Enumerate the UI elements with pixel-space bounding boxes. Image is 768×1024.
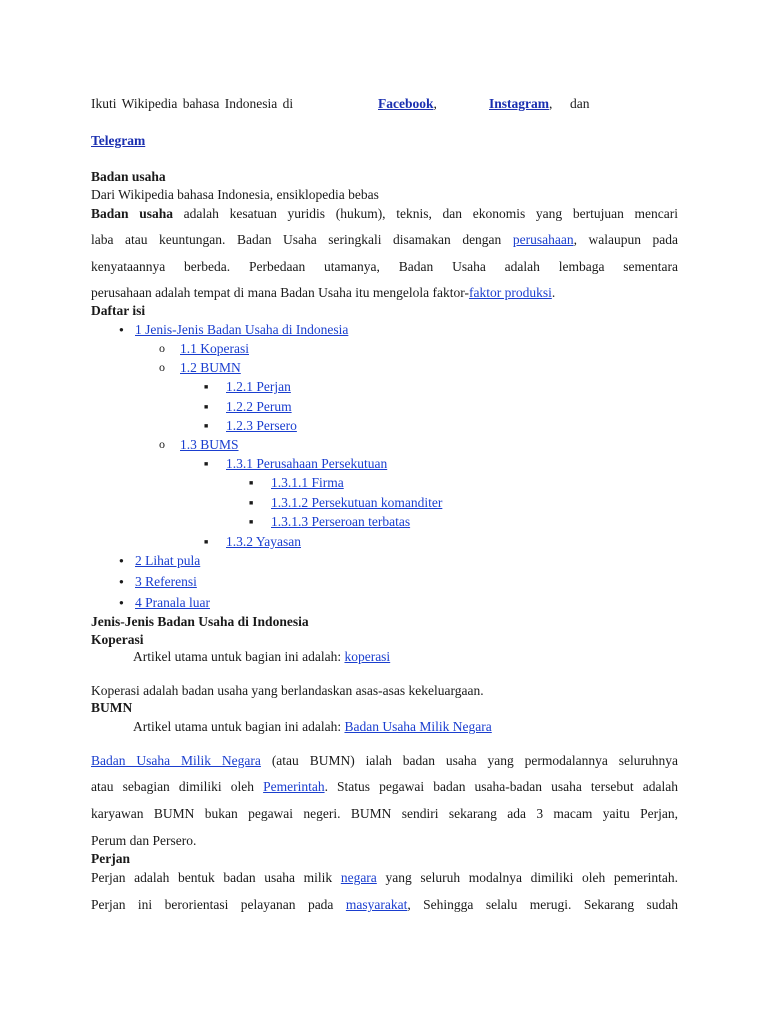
- bumn-line-2-post: . Status pegawai badan usaha-badan usaha tersebut adalah: [324, 779, 678, 794]
- toc-item-koperasi: [180, 341, 249, 357]
- toc-item-persekutuan-komanditer: [271, 495, 442, 511]
- toc-item-persero: [226, 418, 297, 434]
- telegram-link[interactable]: Telegram: [91, 133, 146, 148]
- toc-link[interactable]: 2 Lihat pula: [135, 553, 201, 568]
- toc-link[interactable]: 1.2 BUMN: [180, 360, 241, 375]
- intro-line-2: [91, 232, 678, 248]
- page-subtitle: Dari Wikipedia bahasa Indonesia, ensiklopedia bebas: [91, 187, 379, 202]
- pemerintah-link[interactable]: Pemerintah: [263, 779, 325, 794]
- toc-item-perusahaan-persekutuan: [226, 456, 387, 472]
- bumn-line-2: [91, 779, 678, 795]
- toc-link[interactable]: 1.3.1 Perusahaan Persekutuan: [226, 456, 388, 471]
- bumn-text-link[interactable]: Badan Usaha Milik Negara: [91, 753, 261, 768]
- perusahaan-link[interactable]: perusahaan: [512, 232, 574, 247]
- main-article-label: Artikel utama untuk bagian ini adalah:: [133, 649, 342, 664]
- bumn-line-2-pre: atau sebagian dimiliki oleh: [91, 779, 254, 794]
- page-title: Badan usaha: [91, 169, 166, 184]
- facebook-link[interactable]: Facebook: [378, 96, 434, 111]
- intro-line-4-post: .: [551, 285, 556, 300]
- negara-link[interactable]: negara: [340, 870, 377, 885]
- intro-line-3: kenyataannya berbeda. Perbedaan utamanya, Badan Usaha adalah lembaga sementara: [91, 259, 678, 274]
- intro-line-4-pre: perusahaan adalah tempat di mana Badan Usaha itu mengelola faktor-: [91, 285, 469, 300]
- toc-item-bums: [180, 437, 239, 453]
- faktor-produksi-link[interactable]: faktor produksi: [468, 285, 552, 300]
- instagram-link[interactable]: Instagram: [489, 96, 549, 111]
- main-article-label: Artikel utama untuk bagian ini adalah:: [133, 719, 342, 734]
- bumn-main-link[interactable]: Badan Usaha Milik Negara: [344, 719, 492, 734]
- bumn-line-4: Perum dan Persero.: [91, 833, 197, 848]
- toc-link[interactable]: 1.2.1 Perjan: [226, 379, 291, 394]
- toc-link[interactable]: 3 Referensi: [135, 574, 197, 589]
- koperasi-text: Koperasi adalah badan usaha yang berlandaskan asas-asas kekeluargaan.: [91, 683, 484, 698]
- section-heading-jenis: Jenis-Jenis Badan Usaha di Indonesia: [91, 614, 309, 629]
- toc-link[interactable]: 1 Jenis-Jenis Badan Usaha di Indonesia: [135, 322, 349, 337]
- toc-item-jenis: [135, 322, 348, 338]
- and-text: dan: [570, 96, 590, 111]
- bumn-line-3: karyawan BUMN bukan pegawai negeri. BUMN sendiri sekarang ada 3 macam yaitu Perjan,: [91, 806, 678, 821]
- koperasi-main-article: [133, 649, 390, 665]
- toc-heading: Daftar isi: [91, 303, 146, 318]
- masyarakat-link[interactable]: masyarakat: [345, 897, 408, 912]
- bumn-line-1: [91, 753, 678, 769]
- comma: ,: [549, 96, 553, 111]
- toc-link[interactable]: 1.3.1.3 Perseroan terbatas: [271, 514, 411, 529]
- toc-link[interactable]: 1.3.2 Yayasan: [226, 534, 302, 549]
- toc-item-yayasan: [226, 534, 301, 550]
- toc-item-pranala-luar: [135, 595, 210, 611]
- toc-item-perseroan-terbatas: [271, 514, 410, 530]
- intro-line-1: [91, 206, 678, 222]
- toc-item-referensi: [135, 574, 197, 590]
- comma: ,: [433, 96, 437, 111]
- toc-link[interactable]: 1.2.3 Persero: [226, 418, 297, 433]
- perjan-line-1-pre: Perjan adalah bentuk badan usaha milik: [91, 870, 333, 885]
- toc-link[interactable]: 1.3.1.2 Persekutuan komanditer: [271, 495, 443, 510]
- intro-line-2-pre: laba atau keuntungan. Badan Usaha seringkali disamakan dengan: [91, 232, 502, 247]
- toc-link[interactable]: 1.3.1.1 Firma: [271, 475, 344, 490]
- perjan-line-2: [91, 897, 678, 913]
- section-heading-bumn: BUMN: [91, 700, 133, 715]
- toc-item-firma: [271, 475, 344, 491]
- toc-item-perum: [226, 399, 292, 415]
- perjan-line-1: [91, 870, 678, 886]
- follow-text: Ikuti Wikipedia bahasa Indonesia di: [91, 96, 294, 111]
- toc-link[interactable]: 4 Pranala luar: [135, 595, 210, 610]
- toc-link[interactable]: 1.3 BUMS: [180, 437, 239, 452]
- intro-term: Badan usaha: [91, 206, 173, 221]
- toc-item-perjan: [226, 379, 291, 395]
- perjan-line-2-post: , Sehingga selalu merugi. Sekarang sudah: [407, 897, 679, 912]
- section-heading-perjan: Perjan: [91, 851, 130, 866]
- bumn-line-1-text: (atau BUMN) ialah badan usaha yang permodalannya seluruhnya: [271, 753, 678, 768]
- intro-line-2-post: , walaupun pada: [573, 232, 679, 247]
- intro-line-1-text: adalah kesatuan yuridis (hukum), teknis, dan ekonomis yang bertujuan mencari: [183, 206, 678, 221]
- toc-item-bumn: [180, 360, 241, 376]
- bumn-main-article: [133, 719, 492, 735]
- intro-line-4: [91, 285, 555, 301]
- perjan-line-2-pre: Perjan ini berorientasi pelayanan pada: [91, 897, 334, 912]
- perjan-line-1-post: yang seluruh modalnya dimiliki oleh pemerintah.: [385, 870, 679, 885]
- toc-item-lihat-pula: [135, 553, 200, 569]
- toc-link[interactable]: 1.2.2 Perum: [226, 399, 292, 414]
- instagram-link-wrap: [489, 96, 552, 112]
- section-heading-koperasi: Koperasi: [91, 632, 144, 647]
- toc-link[interactable]: 1.1 Koperasi: [180, 341, 249, 356]
- koperasi-link[interactable]: koperasi: [344, 649, 391, 664]
- facebook-link-wrap: [378, 96, 437, 112]
